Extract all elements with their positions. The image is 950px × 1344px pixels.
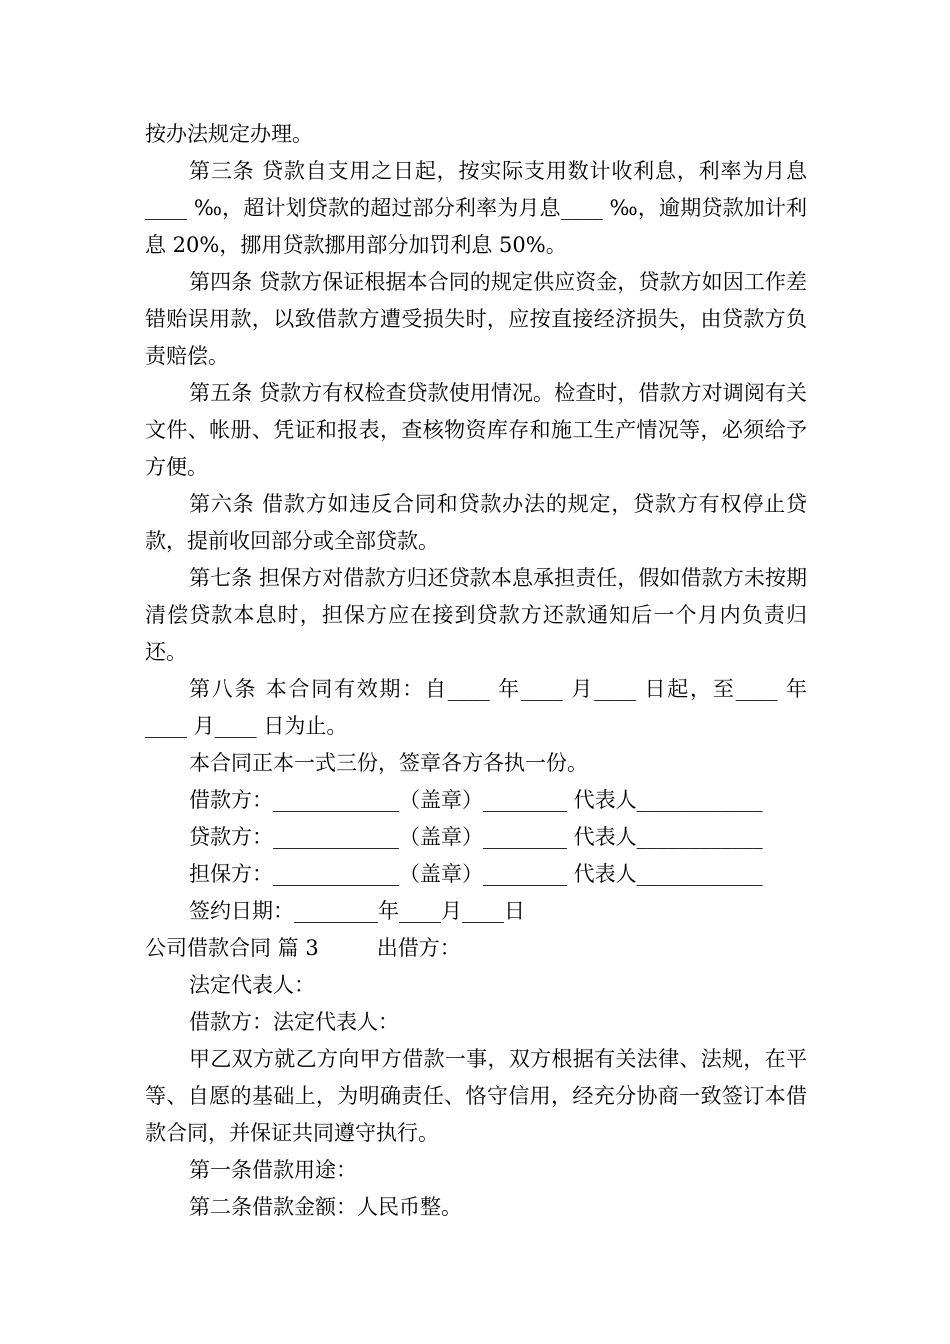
- article-2-amount-line: 第二条借款金额：人民币整。: [189, 1195, 462, 1219]
- paragraph-continuation: 按办法规定办理。: [145, 122, 313, 146]
- copies-paragraph: 本合同正本一式三份，签章各方各执一份。: [189, 751, 588, 775]
- signing-date-line: 签约日期：________年____月____日: [189, 899, 525, 923]
- legal-representative-line: 法定代表人：: [189, 973, 315, 997]
- lender-signature-line: 贷款方：____________（盖章）________ 代表人____________: [189, 825, 763, 849]
- lender-party-label: 出借方：: [376, 936, 461, 960]
- article-3-paragraph: 第三条 贷款自支用之日起，按实际支用数计收利息，利率为月息____ ‰，超计划贷款的超过部分利率为月息____ ‰，逾期贷款加计利息 20%，挪用贷款挪用部分加罚利息 50%。: [145, 159, 807, 257]
- article-7-paragraph: 第七条 担保方对借款方归还贷款本息承担责任，假如借款方未按期清偿贷款本息时，担保方应在接到贷款方还款通知后一个月内负责归还。: [145, 566, 807, 664]
- contract-section-title: 公司借款合同 篇 3: [145, 936, 319, 960]
- article-8-paragraph: 第八条 本合同有效期：自____ 年____ 月____ 日起，至____ 年____ 月____ 日为止。: [145, 677, 807, 738]
- article-4-paragraph: 第四条 贷款方保证根据本合同的规定供应资金，贷款方如因工作差错贻误用款，以致借款方遭受损失时，应按直接经济损失，由贷款方负责赔偿。: [145, 270, 807, 368]
- preamble-paragraph: 甲乙双方就乙方向甲方借款一事，双方根据有关法律、法规，在平等、自愿的基础上，为明确责任、恪守信用，经充分协商一致签订本借款合同，并保证共同遵守执行。: [145, 1047, 807, 1145]
- guarantor-signature-line: 担保方：____________（盖章）________ 代表人____________: [189, 862, 763, 886]
- borrower-representative-line: 借款方：法定代表人：: [189, 1010, 399, 1034]
- article-5-paragraph: 第五条 贷款方有权检查贷款使用情况。检查时，借款方对调阅有关文件、帐册、凭证和报表，查核物资库存和施工生产情况等，必须给予方便。: [145, 381, 807, 479]
- document-body: [145, 116, 807, 1226]
- article-1-purpose-line: 第一条借款用途：: [189, 1158, 357, 1182]
- article-6-paragraph: 第六条 借款方如违反合同和贷款办法的规定，贷款方有权停止贷款，提前收回部分或全部贷款。: [145, 492, 807, 553]
- contract-heading-line: [145, 930, 807, 967]
- borrower-signature-line: 借款方：____________（盖章）________ 代表人____________: [189, 788, 763, 812]
